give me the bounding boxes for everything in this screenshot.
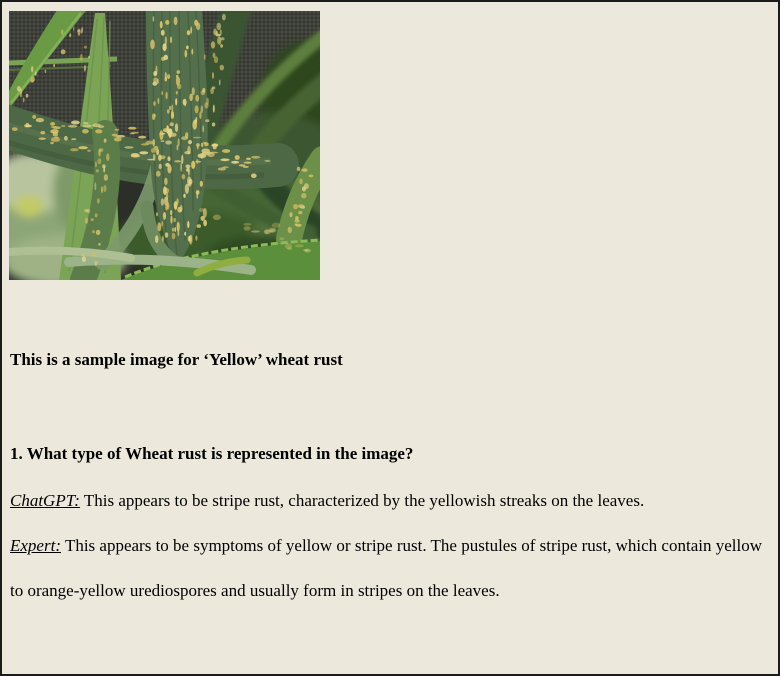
image-caption: This is a sample image for ‘Yellow’ wheat rust xyxy=(10,350,343,369)
wheat-rust-photo-graphic xyxy=(9,11,320,280)
expert-label: Expert: xyxy=(10,536,61,555)
chatgpt-answer-text: This appears to be stripe rust, characterized by the yellowish streaks on the leaves. xyxy=(83,491,645,510)
question-heading: 1. What type of Wheat rust is represented in the image? xyxy=(10,444,414,463)
expert-answer-text: This appears to be symptoms of yellow or stripe rust. The pustules of stripe rust, which contain yellow to orange-yellow urediospores and usually form in stripes on the leaves. xyxy=(10,536,762,600)
expert-response-paragraph xyxy=(10,523,776,613)
wheat-rust-photo xyxy=(9,11,320,280)
chatgpt-response-line xyxy=(10,478,644,523)
chatgpt-label: ChatGPT: xyxy=(10,491,80,510)
